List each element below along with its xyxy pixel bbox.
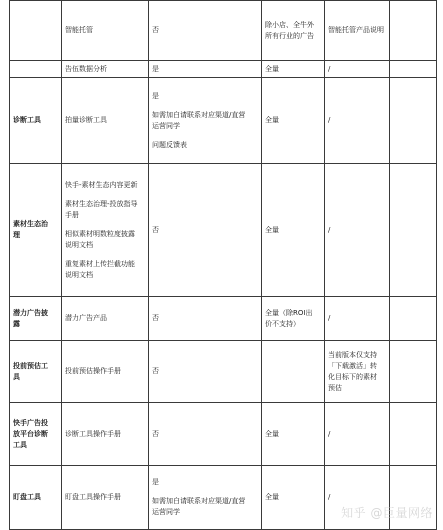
cell-line: 相似素材明数粒度披露 bbox=[65, 229, 135, 238]
whitelist-cell bbox=[149, 61, 262, 78]
cell-line: 拍量诊断工具 bbox=[65, 116, 107, 124]
note-cell bbox=[325, 1, 390, 61]
whitelist-cell bbox=[149, 1, 262, 61]
table-row bbox=[10, 341, 437, 403]
scope-cell bbox=[262, 341, 325, 403]
watermark: 知乎 @巨量网络 bbox=[341, 506, 433, 520]
table-row bbox=[10, 297, 437, 341]
cell-text bbox=[152, 477, 258, 518]
cell-text bbox=[328, 350, 386, 394]
item-cell bbox=[62, 164, 149, 297]
extra-cell bbox=[390, 1, 437, 61]
cell-line: 盯盘工具 bbox=[13, 493, 41, 501]
table-row bbox=[10, 403, 437, 466]
cell-line: 当前版本仅支持 bbox=[328, 350, 377, 359]
info-table bbox=[9, 0, 437, 530]
cell-line: 潜力广告产品 bbox=[65, 314, 107, 322]
item-cell bbox=[62, 297, 149, 341]
cell-line bbox=[65, 221, 145, 229]
cell-text bbox=[152, 313, 258, 324]
cell-line: 智能托管 bbox=[65, 26, 93, 34]
cell-text bbox=[265, 115, 321, 126]
cell-line: 素材生态治理-投放指导 bbox=[65, 199, 138, 208]
category-cell bbox=[10, 403, 62, 466]
scope-cell bbox=[262, 1, 325, 61]
cell-text bbox=[13, 418, 58, 451]
cell-text bbox=[65, 492, 145, 503]
whitelist-cell bbox=[149, 466, 262, 530]
cell-text bbox=[328, 64, 386, 75]
cell-line: 全量（除ROI出 bbox=[265, 308, 313, 317]
category-cell bbox=[10, 1, 62, 61]
extra-cell bbox=[390, 78, 437, 164]
cell-line: 手册 bbox=[65, 210, 79, 219]
cell-line: 是 bbox=[152, 91, 159, 100]
cell-text bbox=[328, 313, 386, 324]
cell-line bbox=[152, 102, 258, 110]
item-cell bbox=[62, 403, 149, 466]
cell-text bbox=[65, 180, 145, 281]
cell-line: 诊断工具 bbox=[13, 116, 41, 124]
cell-line: / bbox=[328, 493, 331, 501]
whitelist-cell bbox=[149, 297, 262, 341]
cell-line: 如需加白请联系对应渠道/直营 bbox=[152, 497, 246, 505]
cell-line: 所有行业的广告 bbox=[265, 31, 314, 40]
category-cell bbox=[10, 466, 62, 530]
cell-text bbox=[328, 225, 386, 236]
cell-text bbox=[265, 225, 321, 236]
cell-line: 工具 bbox=[13, 440, 27, 449]
item-cell bbox=[62, 61, 149, 78]
cell-line: 告伍数据分析 bbox=[65, 64, 107, 73]
cell-line: 价不支持） bbox=[265, 319, 300, 328]
extra-cell bbox=[390, 164, 437, 297]
extra-cell bbox=[390, 61, 437, 78]
item-cell bbox=[62, 466, 149, 530]
category-cell bbox=[10, 78, 62, 164]
whitelist-cell bbox=[149, 403, 262, 466]
category-cell bbox=[10, 341, 62, 403]
cell-line bbox=[65, 191, 145, 199]
cell-text bbox=[265, 64, 321, 75]
cell-line: 全量 bbox=[265, 225, 279, 234]
cell-line: 潜力广告披 bbox=[13, 308, 48, 317]
cell-line: 具 bbox=[13, 372, 20, 381]
table-row bbox=[10, 164, 437, 297]
cell-text bbox=[265, 20, 321, 42]
cell-line: / bbox=[328, 225, 331, 234]
scope-cell bbox=[262, 466, 325, 530]
cell-line: 否 bbox=[152, 429, 159, 438]
cell-text bbox=[152, 25, 258, 36]
cell-text bbox=[13, 308, 58, 330]
cell-text bbox=[65, 366, 145, 377]
cell-text bbox=[65, 25, 145, 36]
cell-line: 预估 bbox=[328, 383, 342, 392]
table-body bbox=[10, 1, 437, 530]
cell-line: / bbox=[328, 429, 331, 438]
cell-text bbox=[328, 492, 386, 503]
item-cell bbox=[62, 341, 149, 403]
cell-line: 快手-素材生态内容更新 bbox=[65, 180, 138, 189]
cell-line: 理 bbox=[13, 231, 20, 239]
cell-line: / bbox=[328, 314, 331, 322]
cell-text bbox=[152, 64, 258, 75]
cell-line: 否 bbox=[152, 225, 159, 234]
cell-line: 化目标下的素材 bbox=[328, 372, 377, 381]
cell-text bbox=[65, 429, 145, 440]
cell-text bbox=[328, 115, 386, 126]
cell-line: 快手广告投 bbox=[13, 418, 48, 427]
cell-line: 诊断工具操作手册 bbox=[65, 429, 121, 438]
cell-text bbox=[13, 115, 58, 126]
cell-text bbox=[265, 308, 321, 330]
cell-text bbox=[13, 219, 58, 241]
cell-line: 运营同学 bbox=[152, 121, 180, 130]
note-cell bbox=[325, 61, 390, 78]
item-cell bbox=[62, 1, 149, 61]
cell-text bbox=[152, 429, 258, 440]
note-cell bbox=[325, 78, 390, 164]
cell-line: 重复素材上传拦截功能 bbox=[65, 259, 135, 268]
cell-line: 全量 bbox=[265, 493, 279, 501]
cell-line: 运营同学 bbox=[152, 508, 180, 516]
cell-line: 如需加白请联系对应渠道/直营 bbox=[152, 110, 246, 119]
cell-line: 全量 bbox=[265, 429, 279, 438]
scope-cell bbox=[262, 78, 325, 164]
cell-line: 素材生态治 bbox=[13, 220, 48, 228]
whitelist-cell bbox=[149, 341, 262, 403]
cell-line: 否 bbox=[152, 367, 159, 375]
scope-cell bbox=[262, 61, 325, 78]
cell-line: 除小店、全牛外 bbox=[265, 20, 314, 29]
cell-line: / bbox=[328, 116, 331, 124]
whitelist-cell bbox=[149, 164, 262, 297]
table-row bbox=[10, 78, 437, 164]
note-cell bbox=[325, 341, 390, 403]
cell-text bbox=[152, 225, 258, 236]
cell-line: 否 bbox=[152, 314, 159, 322]
cell-text bbox=[152, 366, 258, 377]
item-cell bbox=[62, 78, 149, 164]
cell-line: 全量 bbox=[265, 116, 279, 124]
cell-line: 盯盘工具操作手册 bbox=[65, 493, 121, 501]
note-cell bbox=[325, 403, 390, 466]
note-cell bbox=[325, 164, 390, 297]
table-row bbox=[10, 1, 437, 61]
cell-text bbox=[265, 492, 321, 503]
cell-text bbox=[328, 429, 386, 440]
cell-line bbox=[152, 488, 258, 496]
category-cell bbox=[10, 164, 62, 297]
note-cell bbox=[325, 297, 390, 341]
scope-cell bbox=[262, 297, 325, 341]
cell-line: 说明文档 bbox=[65, 240, 93, 249]
cell-text bbox=[328, 25, 386, 36]
cell-line: 智能托管产品说明 bbox=[328, 26, 384, 34]
cell-text bbox=[65, 115, 145, 126]
extra-cell bbox=[390, 297, 437, 341]
cell-line bbox=[65, 251, 145, 259]
cell-text bbox=[65, 313, 145, 324]
cell-line: 问题反馈表 bbox=[152, 140, 187, 149]
cell-line: 投前预估操作手册 bbox=[65, 367, 121, 375]
table-row bbox=[10, 61, 437, 78]
cell-line: 全量 bbox=[265, 64, 279, 73]
cell-line: 是 bbox=[152, 64, 159, 73]
extra-cell bbox=[390, 341, 437, 403]
cell-text bbox=[65, 64, 145, 75]
cell-line: 「下载激活」转 bbox=[328, 361, 377, 370]
whitelist-cell bbox=[149, 78, 262, 164]
cell-text bbox=[152, 91, 258, 151]
cell-line: / bbox=[328, 64, 331, 73]
scope-cell bbox=[262, 403, 325, 466]
cell-line: 露 bbox=[13, 319, 20, 328]
cell-line: 说明文档 bbox=[65, 270, 93, 279]
cell-text bbox=[13, 492, 58, 503]
cell-line: 是 bbox=[152, 478, 159, 486]
category-cell bbox=[10, 61, 62, 78]
cell-line: 放平台诊断 bbox=[13, 429, 48, 438]
cell-text bbox=[265, 429, 321, 440]
extra-cell bbox=[390, 403, 437, 466]
scope-cell bbox=[262, 164, 325, 297]
cell-line: 否 bbox=[152, 26, 159, 34]
category-cell bbox=[10, 297, 62, 341]
cell-text bbox=[13, 361, 58, 383]
cell-line: 投前预估工 bbox=[13, 361, 48, 370]
cell-line bbox=[152, 132, 258, 140]
